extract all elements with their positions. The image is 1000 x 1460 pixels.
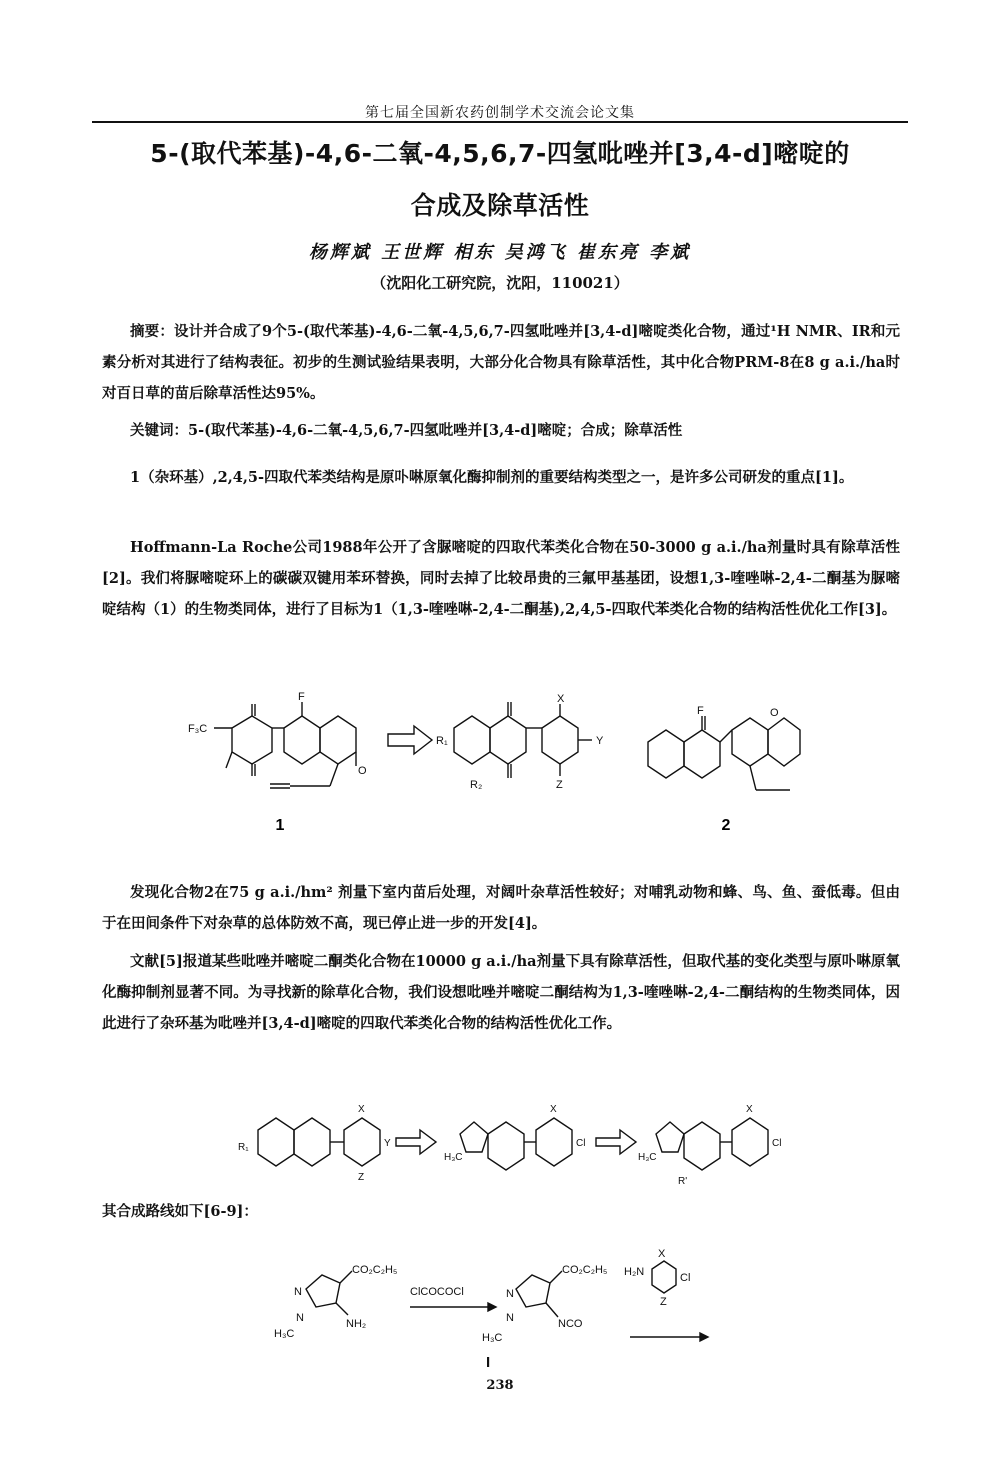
paragraph-4: 文献[5]报道某些吡唑并嘧啶二酮类化合物在10000 g a.i./ha剂量下具有除草活性，但取代基的变化类型与原卟啉原氧化酶抑制剂显著不同。为寻找新的除草化合物，我们设想吡唑并嘧啶二酮结构为1,3-喹唑啉-2,4-二酮结构的生物类同体，因此进行了杂环基为吡唑并[3,4-d]嘧啶的四取代苯类化合物的结构活性优化工作。 <box>102 953 900 1032</box>
paragraph-1: 1（杂环基）,2,4,5-四取代苯类结构是原卟啉原氧化酶抑制剂的重要结构类型之一，是许多公司研发的重点[1]。 <box>130 469 854 486</box>
affiliation: （沈阳化工研究院，沈阳，110021） <box>371 274 629 292</box>
paragraph-5: 其合成路线如下[6-9]： <box>102 1203 258 1220</box>
svg-text:R₂: R₂ <box>470 779 483 791</box>
abstract-label: 摘要： <box>130 323 174 340</box>
svg-text:F₃C: F₃C <box>188 723 208 735</box>
page-number: 238 <box>486 1378 514 1393</box>
svg-text:F: F <box>697 705 704 717</box>
scheme-2-structures <box>230 1100 830 1195</box>
scheme-1-structures <box>170 690 810 840</box>
running-title: 第七届全国新农药创制学术交流会论文集 <box>365 105 635 121</box>
compound-label-1: 1 <box>275 817 285 834</box>
svg-text:R₁: R₁ <box>436 735 448 747</box>
svg-text:CO₂C₂H₅: CO₂C₂H₅ <box>352 1264 398 1276</box>
svg-text:H₃C: H₃C <box>638 1152 657 1163</box>
pyrazole-ring-1 <box>306 1275 340 1307</box>
svg-text:NH₂: NH₂ <box>346 1318 367 1330</box>
paragraph-3: 发现化合物2在75 g a.i./hm² 剂量下室内苗后处理，对阔叶杂草活性较好；对哺乳动物和蜂、鸟、鱼、蚕低毒。但由于在田间条件下对杂草的总体防效不高，现已停止进一步的开发[4]。 <box>102 884 900 932</box>
svg-text:Z: Z <box>358 1172 365 1183</box>
svg-text:X: X <box>557 693 565 705</box>
compound-label-2: 2 <box>721 817 731 834</box>
svg-text:CO₂C₂H₅: CO₂C₂H₅ <box>562 1264 608 1276</box>
abstract <box>102 316 900 409</box>
title-line-1: 5-(取代苯基)-4,6-二氧-4,5,6,7-四氢吡唑并[3,4-d]嘧啶的 <box>150 139 850 168</box>
svg-text:X: X <box>658 1248 666 1260</box>
authors: 杨辉斌 王世辉 相东 吴鸿飞 崔东亮 李斌 <box>308 242 692 263</box>
svg-text:NCO: NCO <box>558 1318 583 1330</box>
open-arrow-3 <box>596 1130 636 1154</box>
svg-text:O: O <box>358 765 367 777</box>
header-rule <box>92 121 908 123</box>
svg-text:N: N <box>506 1312 514 1324</box>
uracil-ring <box>232 716 272 764</box>
svg-text:H₃C: H₃C <box>482 1332 503 1344</box>
svg-text:Cl: Cl <box>772 1138 782 1149</box>
svg-text:F: F <box>298 691 305 703</box>
abstract-text: 设计并合成了9个5-(取代苯基)-4,6-二氧-4,5,6,7-四氢吡唑并[3,4-d]嘧啶类化合物，通过¹H NMR、IR和元素分析对其进行了结构表征。初步的生测试验结果表明，大部分化合物具有除草活性，其中化合物PRM-8在8 g a.i./ha时对百日草的苗后除草活性达95%。 <box>102 323 901 402</box>
svg-text:H₂N: H₂N <box>624 1266 645 1278</box>
keywords-label: 关键词： <box>130 422 188 439</box>
svg-text:O: O <box>770 707 779 719</box>
scheme-3-synthesis <box>260 1245 730 1375</box>
paragraph-2: Hoffmann-La Roche公司1988年公开了含脲嘧啶的四取代苯类化合物在50-3000 g a.i./ha剂量时具有除草活性[2]。我们将脲嘧啶环上的碳碳双键用苯环替换，同时去掉了比较昂贵的三氟甲基基团，设想1,3-喹唑啉-2,4-二酮基为脲嘧啶结构（1）的生物类同体，进行了目标为1（1,3-喹唑啉-2,4-二酮基),2,4,5-四取代苯类化合物的结构活性优化工作[3]。 <box>102 539 900 618</box>
svg-text:R₁: R₁ <box>238 1142 249 1153</box>
open-arrow-2 <box>396 1130 436 1154</box>
svg-text:Y: Y <box>384 1138 391 1149</box>
open-arrow-1 <box>388 726 432 754</box>
svg-text:R': R' <box>678 1176 688 1187</box>
oxazinone-ring <box>320 716 356 764</box>
svg-text:H₃C: H₃C <box>274 1328 295 1340</box>
svg-text:X: X <box>746 1104 753 1115</box>
svg-text:H₃C: H₃C <box>444 1152 463 1163</box>
title-line-2: 合成及除草活性 <box>410 191 590 220</box>
reagent-label: ClCOCOCl <box>410 1286 464 1298</box>
svg-text:Z: Z <box>660 1296 667 1308</box>
svg-text:X: X <box>358 1104 365 1115</box>
svg-text:N: N <box>506 1288 514 1300</box>
svg-text:X: X <box>550 1104 557 1115</box>
intermediate-label: I <box>486 1354 491 1371</box>
keywords-text: 5-(取代苯基)-4,6-二氧-4,5,6,7-四氢吡唑并[3,4-d]嘧啶；合成；除草活性 <box>188 422 683 439</box>
keywords <box>102 415 900 446</box>
svg-text:Cl: Cl <box>680 1272 691 1284</box>
benzene-ring-1 <box>284 716 320 764</box>
svg-text:N: N <box>296 1312 304 1324</box>
svg-text:Z: Z <box>556 779 563 791</box>
svg-text:Cl: Cl <box>576 1138 586 1149</box>
svg-text:N: N <box>294 1286 302 1298</box>
svg-text:Y: Y <box>596 735 604 747</box>
pyrazole-ring-2 <box>516 1275 550 1307</box>
